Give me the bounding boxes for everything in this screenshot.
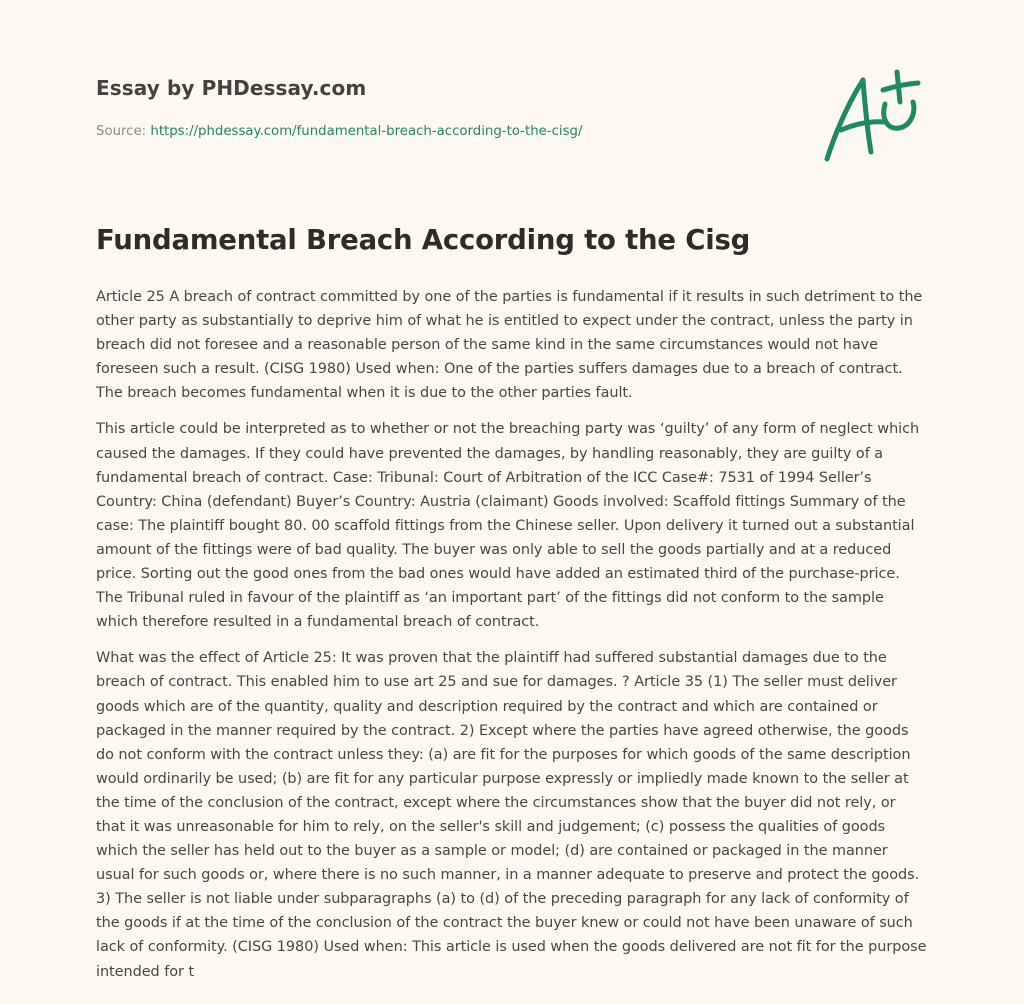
source-line xyxy=(96,124,582,139)
essay-paragraph: This article could be interpreted as to whether or not the breaching party was ‘guilty’ of any form of neglect which caused the damages. If they could have prevented the damages, by handling reasonably, they are guilty of a fundamental breach of contract. Case: Tribunal: Court of Arbitration of the ICC Case#: 7531 of 1994 Seller’s Country: China (defendant) Buyer’s Country: Austria (claimant) Goods involved: Scaffold fittings Summary of the case: The plaintiff bought 80. 00 scaffold fittings from the Chinese seller. Upon delivery it turned out a substantial amount of the fittings were of bad quality. The buyer was only able to sell the goods partially and at a reduced price. Sorting out the good ones from the bad ones would have added an estimated third of the purchase-price. The Tribunal ruled in favour of the plaintiff as ‘an important part’ of the fittings did not conform to the sample which therefore resulted in a fundamental breach of contract. xyxy=(96,421,920,631)
essay-paragraph: Article 25 A breach of contract committed by one of the parties is fundamental if it results in such detriment to the other party as substantially to deprive him of what he is entitled to expect under the contract, unless the party in breach did not foresee and a reasonable person of the same kind in the same circumstances would not have foreseen such a result. (CISG 1980) Used when: One of the parties suffers damages due to a breach of contract. The breach becomes fundamental when it is due to the other parties fault. xyxy=(96,289,923,402)
source-link[interactable]: https://phdessay.com/fundamental-breach-according-to-the-cisg/ xyxy=(150,124,583,139)
source-label: Source: xyxy=(96,124,147,139)
site-title: Essay by PHDessay.com xyxy=(96,76,367,100)
essay-title: Fundamental Breach According to the Cisg xyxy=(96,224,751,256)
essay-paragraph: What was the effect of Article 25: It was proven that the plaintiff had suffered substantial damages due to the breach of contract. This enabled him to use art 25 and sue for damages. ? Article 35 (1) The seller must deliver goods which are of the quantity, quality and description required by the contract and which are contained or packaged in the manner required by the contract. 2) Except where the parties have agreed otherwise, the goods do not conform with the contract unless they: (a) are fit for the purposes for which goods of the same description would ordinarily be used; (b) are fit for any particular purpose expressly or impliedly made known to the seller at the time of the conclusion of the contract, except where the circumstances show that the buyer did not rely, or that it was unreasonable for him to rely, on the seller's skill and judgement; (c) possess the qualities of goods which the seller has held out to the buyer as a sample or model; (d) are contained or packaged in the manner usual for such goods or, where there is no such manner, in a manner adequate to preserve and protect the goods. 3) The seller is not liable under subparagraphs (a) to (d) of the preceding paragraph for any lack of conformity of the goods if at the time of the conclusion of the contract the buyer knew or could not have been unaware of such lack of conformity. (CISG 1980) Used when: This article is used when the goods delivered are not fit for the purpose intended for t xyxy=(96,650,927,980)
essay-body xyxy=(96,285,928,996)
a-plus-logo xyxy=(819,66,924,166)
